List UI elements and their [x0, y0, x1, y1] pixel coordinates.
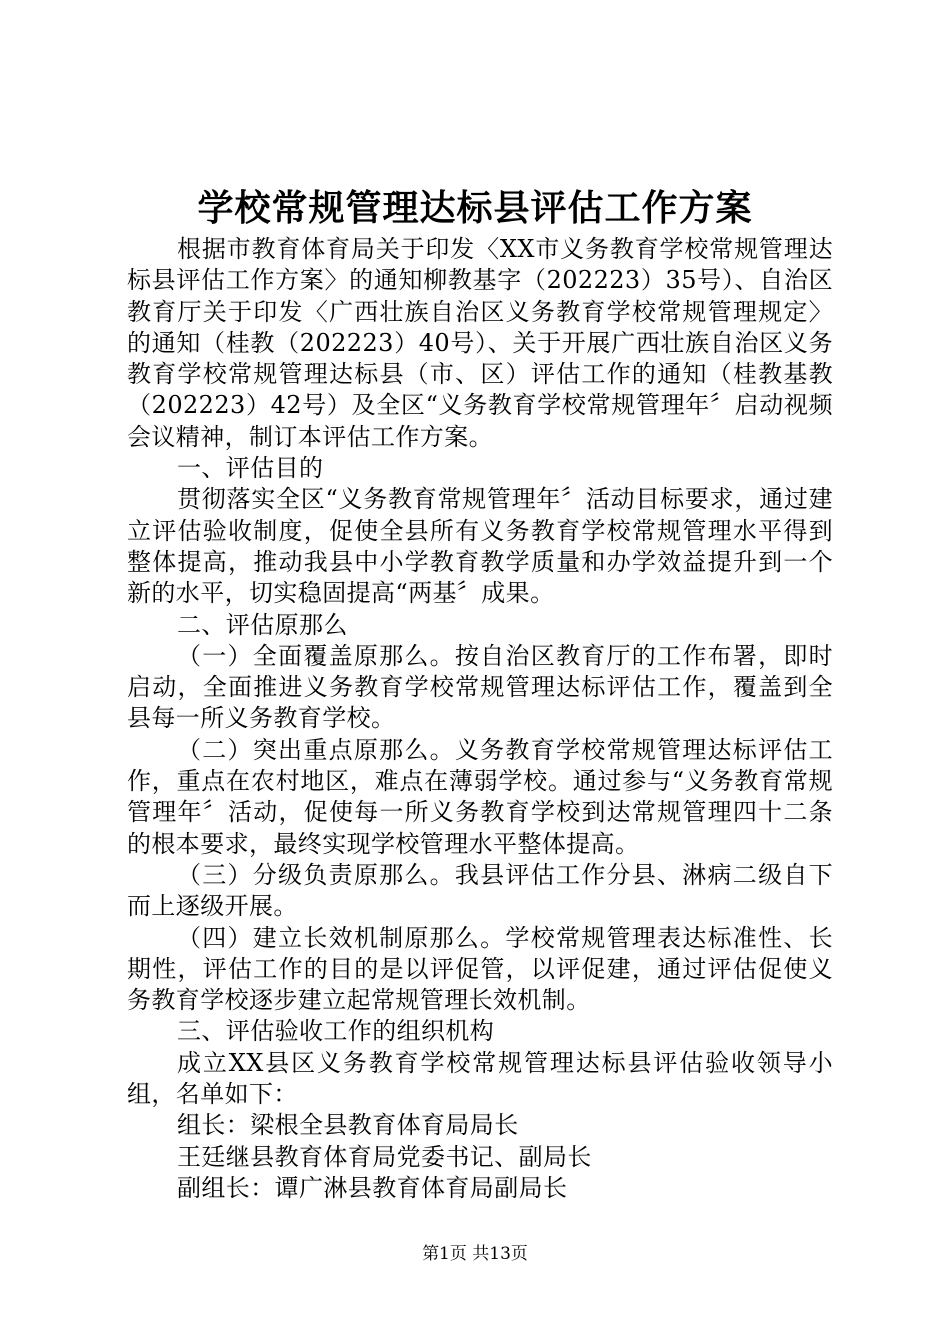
document-title: 学校常规管理达标县评估工作方案 [197, 187, 753, 229]
paragraph-purpose: 贯彻落实全区“义务教育常规管理年〞活动目标要求，通过建立评估验收制度，促使全县所有义务教育学校常规管理水平得到整体提高，推动我县中小学教育教学质量和办学效益提升到一个新的水平，切实稳固提高“两基〞成果。 [127, 485, 833, 608]
list-item-leader: 组长：梁根全县教育体育局局长 [177, 1111, 519, 1140]
paragraph-principle-4: （四）建立长效机制原那么。学校常规管理表达标准性、长期性，评估工作的目的是以评促管，以评促建，通过评估促使义务教育学校逐步建立起常规管理长效机制。 [127, 923, 833, 1015]
heading-evaluation-principles: 二、评估原那么 [177, 610, 348, 639]
list-item-deputy-leader: 副组长：谭广淋县教育体育局副局长 [177, 1173, 568, 1202]
paragraph-principle-3: （三）分级负责原那么。我县评估工作分县、淋病二级自下而上逐级开展。 [127, 860, 833, 921]
paragraph-principle-2: （二）突出重点原那么。义务教育学校常规管理达标评估工作，重点在农村地区，难点在薄弱学校。通过参与“义务教育常规管理年〞活动，促使每一所义务教育学校到达常规管理四十二条的根本要求，最终实现学校管理水平整体提高。 [127, 735, 833, 858]
heading-evaluation-purpose: 一、评估目的 [177, 454, 324, 483]
page-number: 第1页 共13页 [422, 1244, 528, 1264]
paragraph-intro: 根据市教育体育局关于印发〈XX市义务教育学校常规管理达标县评估工作方案〉的通知柳教基字（202223）35号）、自治区教育厅关于印发〈广西壮族自治区义务教育学校常规管理规定〉的通知（桂教（202223）40号）、关于开展广西壮族自治区义务教育学校常规管理达标县（市、区）评估工作的通知（桂教基教（202223）42号）及全区“义务教育学校常规管理年〞启动视频会议精神，制订本评估工作方案。 [127, 235, 833, 451]
heading-organization: 三、评估验收工作的组织机构 [177, 1017, 495, 1046]
paragraph-principle-1: （一）全面覆盖原那么。按自治区教育厅的工作布署，即时启动，全面推进义务教育学校常规管理达标评估工作，覆盖到全县每一所义务教育学校。 [127, 641, 833, 733]
paragraph-organization: 成立XX县区义务教育学校常规管理达标县评估验收领导小组，名单如下： [127, 1048, 833, 1109]
list-item-member: 王廷继县教育体育局党委书记、副局长 [177, 1142, 592, 1171]
document-body [127, 234, 833, 1204]
